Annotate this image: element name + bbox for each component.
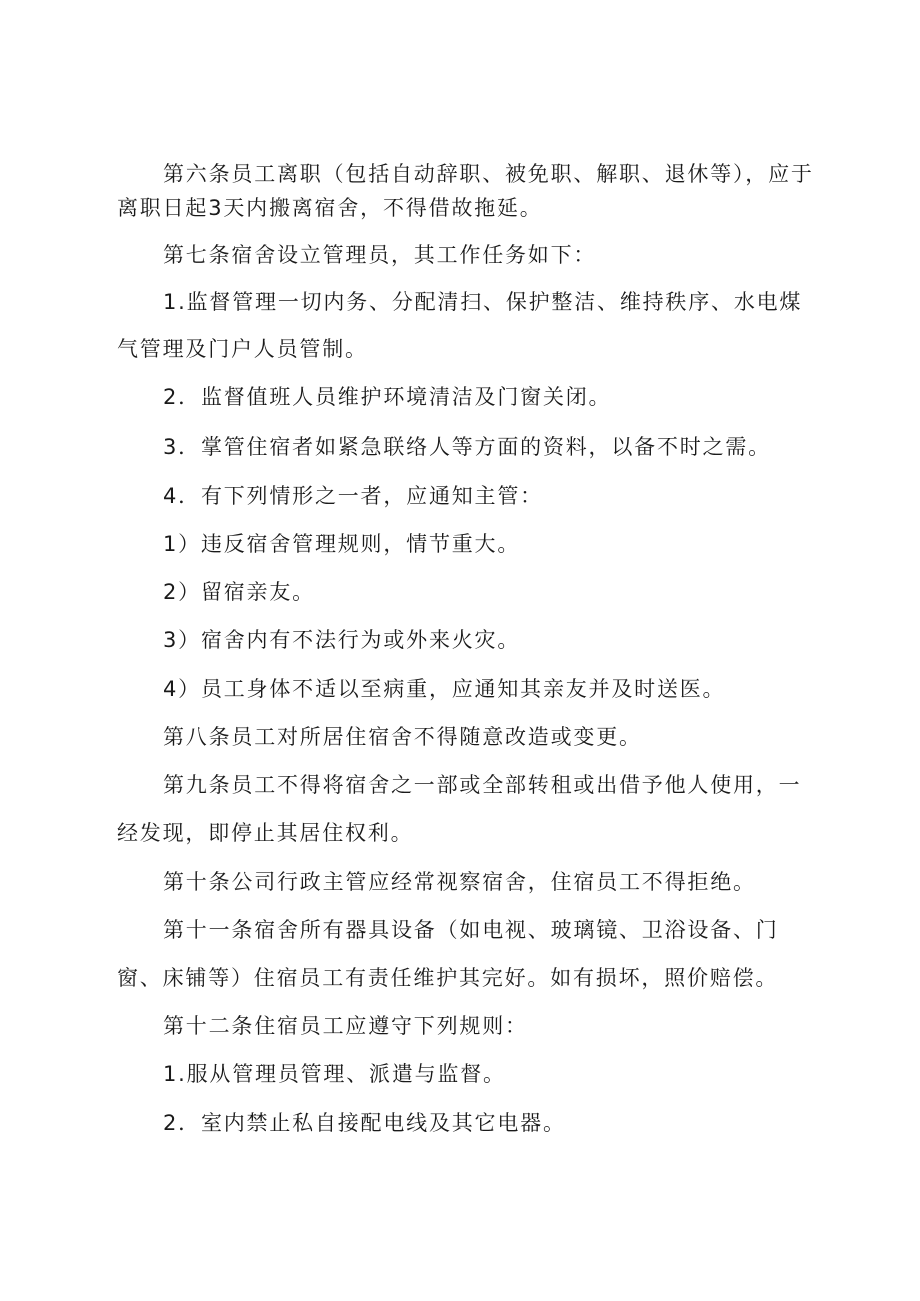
para-line-15: 经发现，即停止其居住权利。 xyxy=(117,821,414,845)
para-line-19: 第十二条住宿员工应遵守下列规则： xyxy=(163,1014,528,1038)
para-line-14: 第九条员工不得将宿舍之一部或全部转租或出借予他人使用，一 xyxy=(163,773,802,797)
para-line-18: 窗、床铺等）住宿员工有责任维护其完好。如有损坏，照价赔偿。 xyxy=(117,966,779,990)
para-line-13: 第八条员工对所居住宿舍不得随意改造或变更。 xyxy=(163,725,642,749)
para-line-10: 2）留宿亲友。 xyxy=(163,580,315,604)
para-line-12: 4）员工身体不适以至病重，应通知其亲友并及时送医。 xyxy=(163,677,726,701)
para-line-4: 1.监督管理一切内务、分配清扫、保护整洁、维持秩序、水电煤 xyxy=(163,290,803,314)
para-line-2: 离职日起3天内搬离宿舍，不得借故拖延。 xyxy=(117,196,543,220)
para-line-20: 1.服从管理员管理、派遣与监督。 xyxy=(163,1062,506,1086)
para-line-9: 1）违反宿舍管理规则，情节重大。 xyxy=(163,532,521,556)
para-line-3: 第七条宿舍设立管理员，其工作任务如下： xyxy=(163,243,597,267)
para-line-8: 4．有下列情形之一者，应通知主管： xyxy=(163,484,543,508)
para-line-7: 3．掌管住宿者如紧急联络人等方面的资料，以备不时之需。 xyxy=(163,435,771,459)
para-line-11: 3）宿舍内有不法行为或外来火灾。 xyxy=(163,628,521,652)
para-line-21: 2．室内禁止私自接配电线及其它电器。 xyxy=(163,1111,566,1135)
para-line-5: 气管理及门户人员管制。 xyxy=(117,337,368,361)
para-line-6: 2．监督值班人员维护环境清洁及门窗关闭。 xyxy=(163,385,612,409)
para-line-17: 第十一条宿舍所有器具设备（如电视、玻璃镜、卫浴设备、门 xyxy=(163,918,779,942)
para-line-16: 第十条公司行政主管应经常视察宿舍，住宿员工不得拒绝。 xyxy=(163,870,756,894)
para-line-1: 第六条员工离职（包括自动辞职、被免职、解职、退休等），应于 xyxy=(163,162,814,186)
